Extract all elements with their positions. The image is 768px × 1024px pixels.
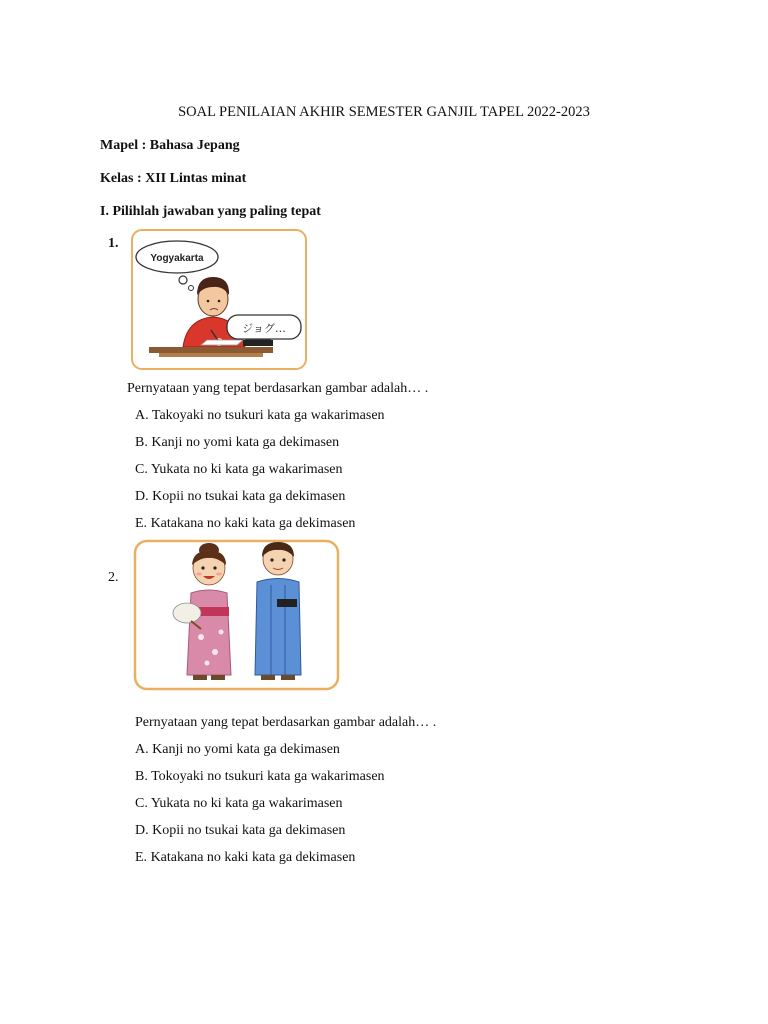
bubble-yogyakarta-text: Yogyakarta — [150, 253, 204, 264]
question-1-prompt: Pernyataan yang tepat berdasarkan gambar adalah… . — [127, 381, 429, 396]
option-text: Katakana no kaki kata ga dekimasen — [150, 850, 356, 865]
q1-option-d — [135, 489, 345, 505]
option-letter: A. — [135, 742, 149, 757]
option-text: Takoyaki no tsukuri kata ga wakarimasen — [151, 408, 385, 423]
question-1-number: 1. — [108, 236, 119, 251]
class-line: Kelas : XII Lintas minat — [100, 171, 247, 186]
option-letter: E. — [135, 516, 148, 531]
q2-option-b — [135, 769, 385, 785]
q2-option-e — [135, 850, 355, 866]
q2-option-c — [135, 796, 342, 812]
page-title: SOAL PENILAIAN AKHIR SEMESTER GANJIL TAPEL 2022-2023 — [178, 104, 590, 120]
option-letter: B. — [135, 435, 148, 450]
option-text: Yukata no ki kata ga wakarimasen — [150, 462, 343, 477]
q2-option-d — [135, 823, 345, 839]
subject-line: Mapel : Bahasa Jepang — [100, 138, 240, 153]
option-text: Kopii no tsukai kata ga dekimasen — [152, 489, 346, 504]
option-letter: D. — [135, 489, 149, 504]
option-letter: D. — [135, 823, 149, 838]
option-text: Yukata no ki kata ga wakarimasen — [150, 796, 343, 811]
option-letter: C. — [135, 462, 148, 477]
q2-option-a — [135, 742, 340, 758]
bubble-katakana-text: ジョグ… — [242, 322, 286, 335]
option-letter: C. — [135, 796, 148, 811]
q1-option-b — [135, 435, 339, 451]
option-letter: A. — [135, 408, 149, 423]
question-2-image — [131, 537, 343, 693]
q1-option-e — [135, 516, 355, 532]
question-2-prompt: Pernyataan yang tepat berdasarkan gambar adalah… . — [135, 715, 437, 730]
option-text: Kanji no yomi kata ga dekimasen — [151, 435, 340, 450]
option-text: Kopii no tsukai kata ga dekimasen — [152, 823, 346, 838]
question-1-image — [131, 229, 307, 370]
section-heading: I. Pilihlah jawaban yang paling tepat — [100, 204, 321, 219]
option-letter: B. — [135, 769, 148, 784]
option-text: Katakana no kaki kata ga dekimasen — [150, 516, 356, 531]
option-text: Kanji no yomi kata ga dekimasen — [152, 742, 340, 757]
question-2-number: 2. — [108, 570, 119, 585]
q1-option-a — [135, 408, 385, 424]
option-text: Tokoyaki no tsukuri kata ga wakarimasen — [151, 769, 385, 784]
q1-option-c — [135, 462, 342, 478]
option-letter: E. — [135, 850, 148, 865]
